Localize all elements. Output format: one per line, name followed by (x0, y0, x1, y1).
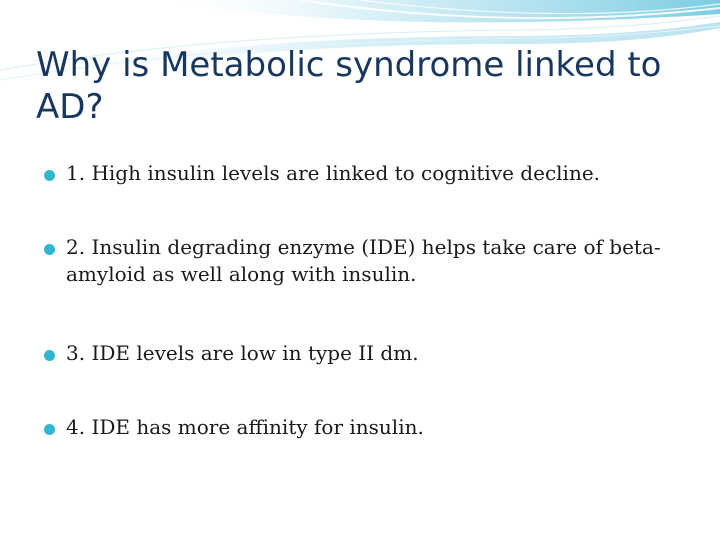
bullet-dot-icon (44, 350, 55, 361)
list-item (40, 340, 690, 367)
list-item (40, 414, 690, 441)
bullet-text: 3. IDE levels are low in type II dm. (66, 341, 419, 365)
list-item (40, 160, 690, 187)
bullet-text: 1. High insulin levels are linked to cognitive decline. (66, 161, 601, 185)
list-item (40, 234, 690, 288)
bullet-dot-icon (44, 244, 55, 255)
bullet-dot-icon (44, 170, 55, 181)
slide-title: Why is Metabolic syndrome linked to AD? (36, 45, 662, 127)
bullet-dot-icon (44, 424, 55, 435)
bullet-text: 2. Insulin degrading enzyme (IDE) helps take care of beta-amyloid as well along with insulin. (66, 235, 661, 286)
bullet-text: 4. IDE has more affinity for insulin. (66, 415, 424, 439)
